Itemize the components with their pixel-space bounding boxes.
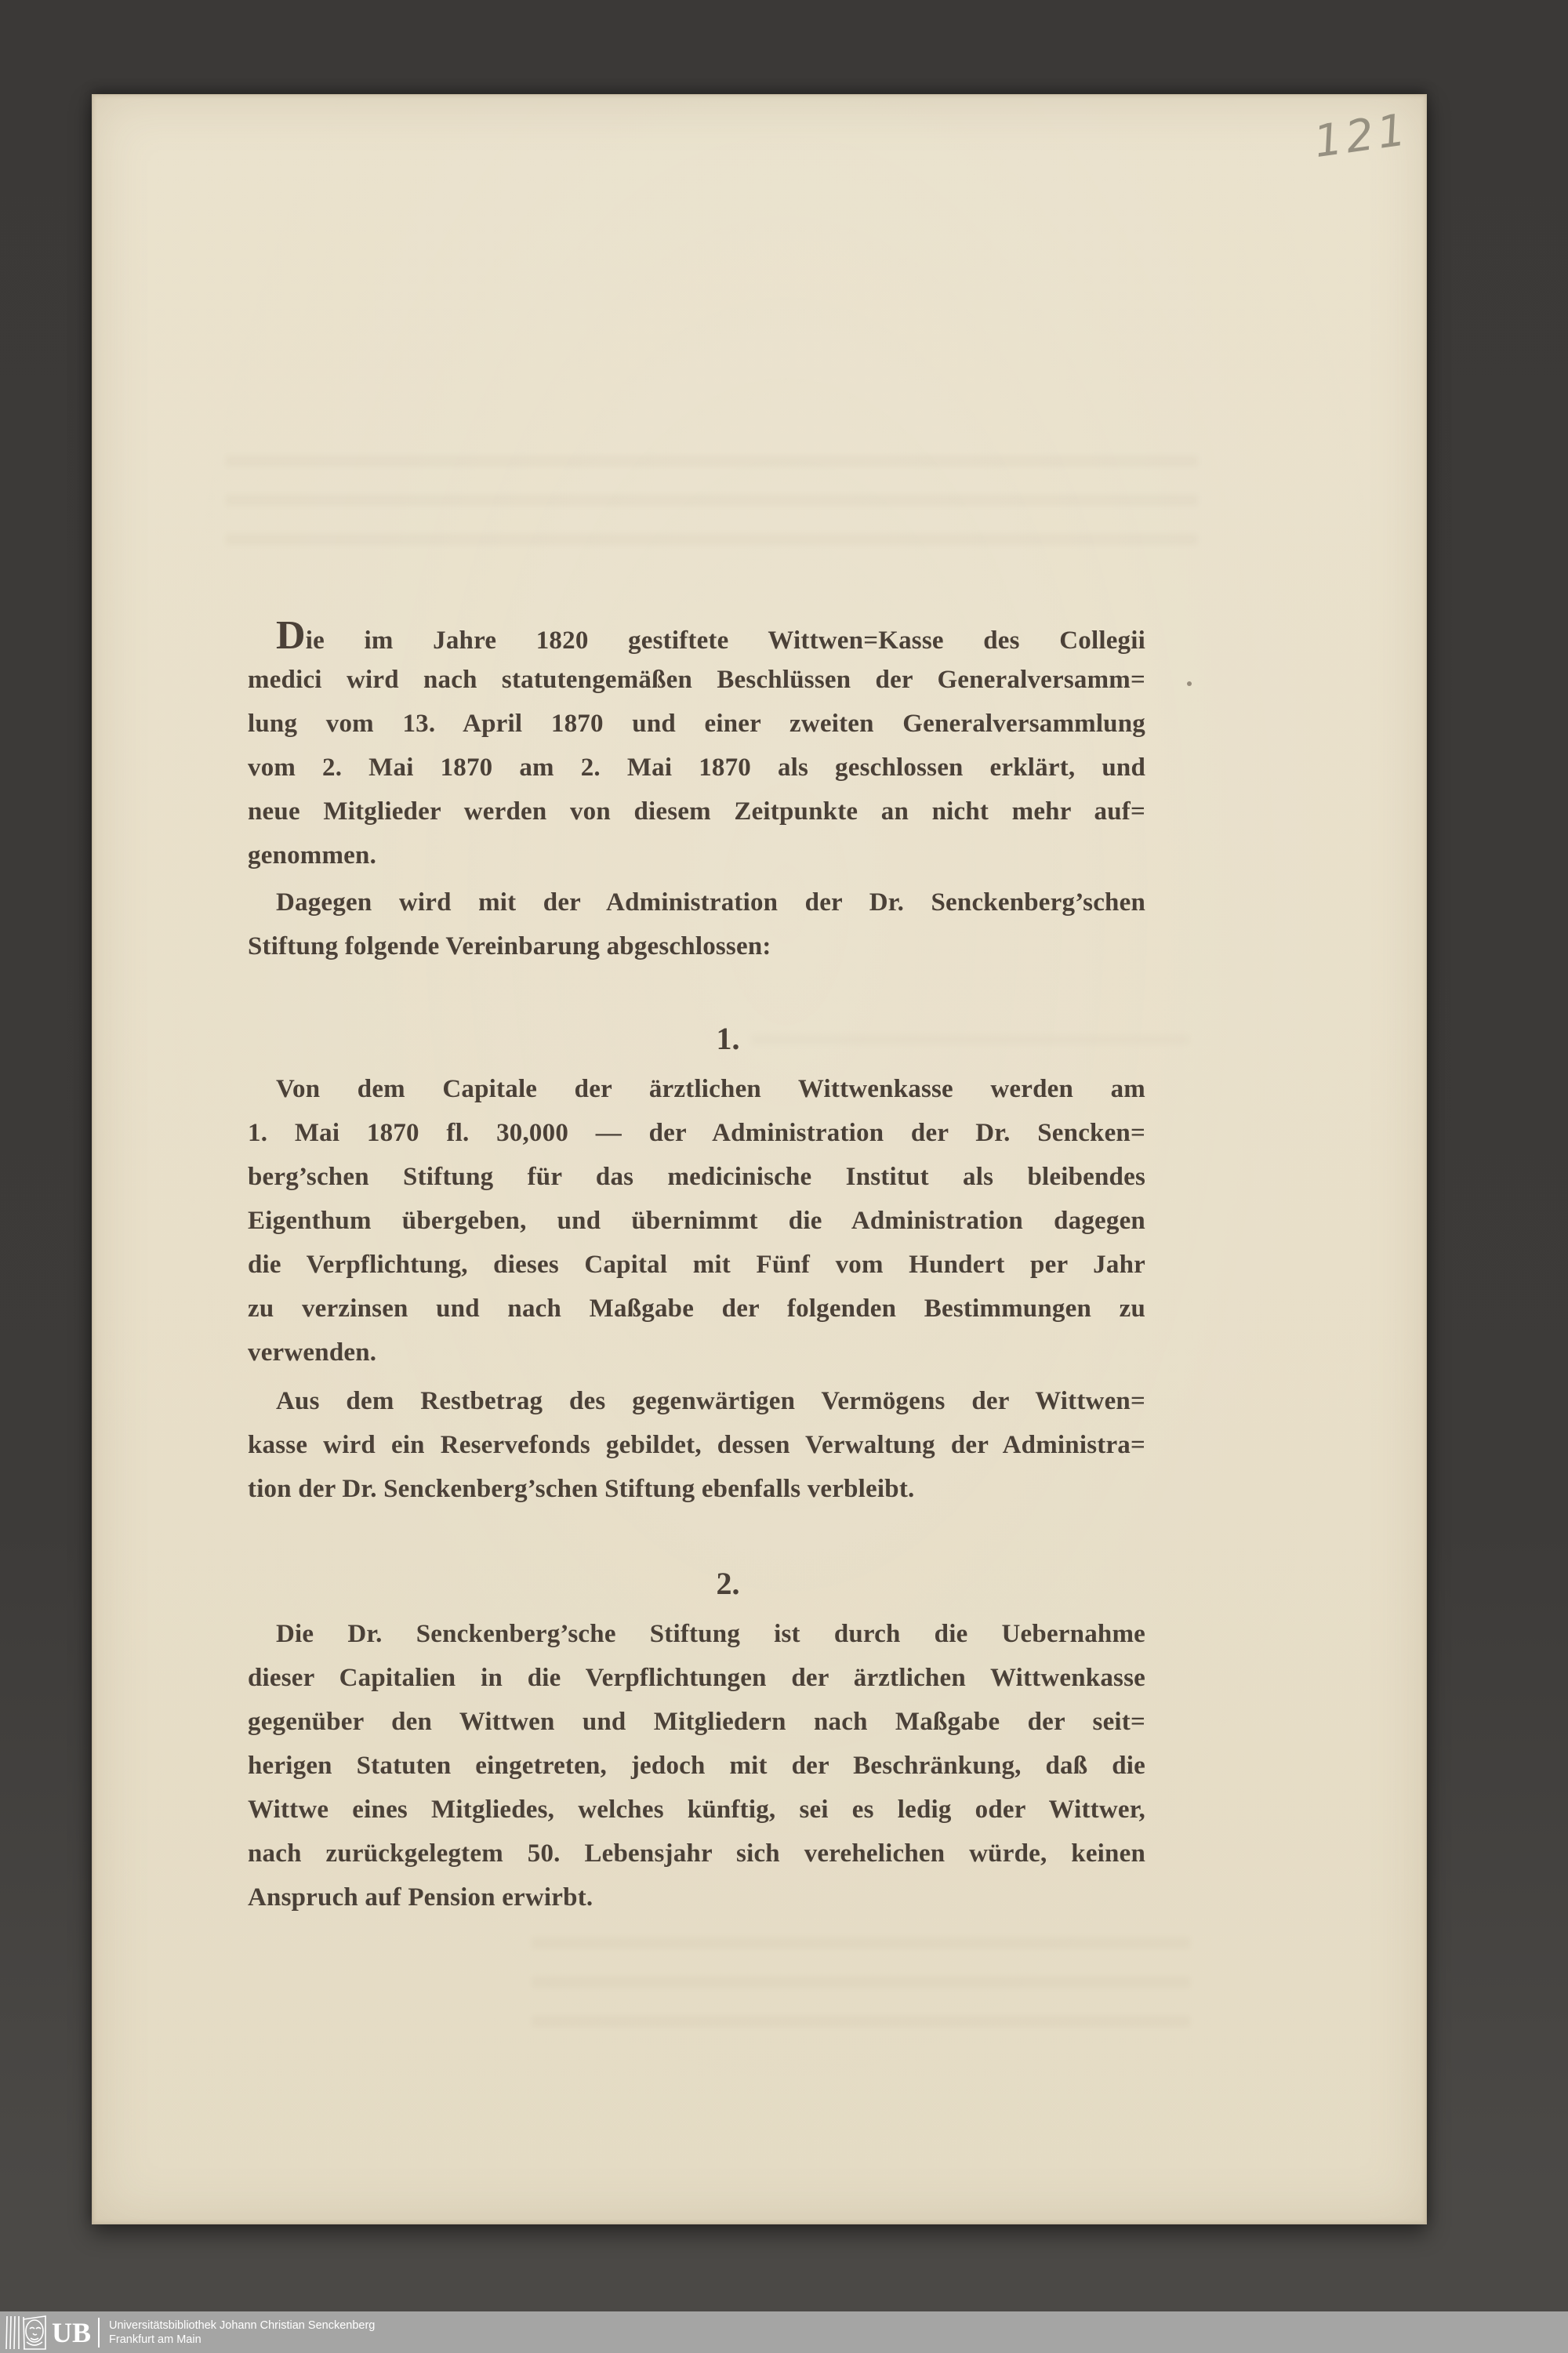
text-line: gegenüber den Wittwen und Mitgliedern nach Maßgabe der seit= [248,1708,1145,1736]
text-line: Stiftung folgende Vereinbarung abgeschlossen: [248,932,771,960]
text-line: Von dem Capitale der ärztlichen Wittwenkasse werden am [276,1075,1145,1103]
text-line: Eigenthum übergeben, und übernimmt die Administration dagegen [248,1207,1145,1235]
ink-speck [1187,681,1192,686]
text-line: die Verpflichtung, dieses Capital mit Fünf vom Hundert per Jahr [248,1251,1145,1279]
handwritten-page-number: 121 [1311,103,1413,169]
text-line: Aus dem Restbetrag des gegenwärtigen Vermögens der Wittwen= [276,1387,1145,1415]
text-line: tion der Dr. Senckenberg’schen Stiftung ebenfalls verbleibt. [248,1475,915,1503]
scanned-page [92,94,1427,2224]
text-line: zu verzinsen und nach Maßgabe der folgenden Bestimmungen zu [248,1295,1145,1323]
text-line: kasse wird ein Reservefonds gebildet, dessen Verwaltung der Administra= [248,1431,1145,1459]
text-line: Die im Jahre 1820 gestiftete Wittwen=Kasse des Collegii [276,613,1145,658]
text-line: nach zurückgelegtem 50. Lebensjahr sich verehelichen würde, keinen [248,1839,1145,1868]
page-bleedthrough [226,432,1198,573]
text-line: verwenden. [248,1338,377,1367]
library-logo-abbr: UB [52,2316,92,2348]
paragraph-opening [248,614,1145,877]
section-1-heading: 1. [716,1021,740,1056]
text-line: Die Dr. Senckenberg’sche Stiftung ist durch die Uebernahme [276,1620,1145,1648]
library-logo-icon [5,2315,50,2351]
paragraph-agreement-intro [248,881,1145,968]
paragraph-section1-reservefonds [248,1379,1145,1511]
page-bleedthrough [532,1937,1190,2055]
paragraph-section1-capital [248,1067,1145,1374]
library-city: Frankfurt am Main [109,2333,201,2346]
text-line: dieser Capitalien in die Verpflichtungen der ärztlichen Wittwenkasse [248,1664,1145,1692]
text-line: genommen. [248,841,377,870]
paragraph-section2-obligations [248,1612,1145,1919]
text-line: vom 2. Mai 1870 am 2. Mai 1870 als geschlossen erklärt, und [248,753,1145,782]
text-line: lung vom 13. April 1870 und einer zweiten Generalversammlung [248,710,1145,738]
section-2-heading: 2. [716,1566,740,1601]
text-line: neue Mitglieder werden von diesem Zeitpunkte an nicht mehr auf= [248,797,1145,826]
text-line: berg’schen Stiftung für das medicinische Institut als bleibendes [248,1163,1145,1191]
text-line: Anspruch auf Pension erwirbt. [248,1883,593,1912]
text-line: herigen Statuten eingetreten, jedoch mit der Beschränkung, daß die [248,1752,1145,1780]
text-line: medici wird nach statutengemäßen Beschlüssen der Generalversamm= [248,666,1145,694]
text-line: Dagegen wird mit der Administration der Dr. Senckenberg’schen [276,888,1145,917]
text-line: 1. Mai 1870 fl. 30,000 — der Administration der Dr. Sencken= [248,1119,1145,1147]
library-name: Universitätsbibliothek Johann Christian Senckenberg [109,2319,376,2332]
library-watermark-bar [0,2311,1568,2353]
text-line: Wittwe eines Mitgliedes, welches künftig, sei es ledig oder Wittwer, [248,1796,1145,1824]
logo-divider [98,2318,100,2348]
